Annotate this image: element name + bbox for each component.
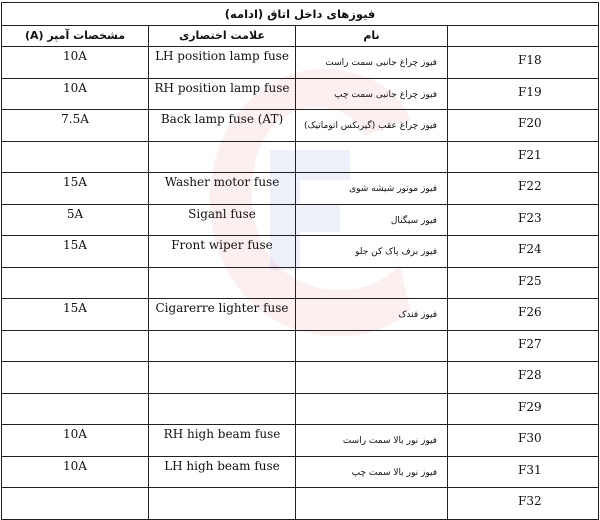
fuse-name-cell: فیوز نور بالا سمت راست [296, 425, 448, 457]
table-title: فیوزهای داخل اتاق (ادامه) [2, 3, 599, 26]
fuse-amp-cell: 7.5A [2, 110, 149, 142]
fuse-table [1, 2, 599, 520]
table-row [2, 204, 599, 236]
fuse-code-cell: F32 [448, 488, 599, 520]
fuse-abbreviation-cell: Washer motor fuse [149, 173, 296, 205]
table-row [2, 267, 599, 299]
table-row [2, 299, 599, 331]
fuse-code-cell: F28 [448, 362, 599, 394]
header-code [448, 26, 599, 47]
fuse-code-cell: F30 [448, 425, 599, 457]
fuse-amp-cell: 10A [2, 456, 149, 488]
fuse-abbreviation-cell [149, 141, 296, 173]
fuse-abbreviation-cell: LH position lamp fuse [149, 47, 296, 79]
fuse-abbreviation-cell: Cigarerre lighter fuse [149, 299, 296, 331]
fuse-name-cell: فیوز نور بالا سمت چپ [296, 456, 448, 488]
table-row [2, 173, 599, 205]
fuse-abbreviation-cell [149, 488, 296, 520]
fuse-abbreviation-cell: Siganl fuse [149, 204, 296, 236]
table-row [2, 393, 599, 425]
table-row [2, 488, 599, 520]
fuse-name-cell [296, 141, 448, 173]
fuse-abbreviation-cell: LH high beam fuse [149, 456, 296, 488]
table-title-row [2, 3, 599, 26]
header-amp: مشخصات آمپر (A) [2, 26, 149, 47]
fuse-amp-cell: 5A [2, 204, 149, 236]
fuse-code-cell: F31 [448, 456, 599, 488]
fuse-amp-cell: 10A [2, 425, 149, 457]
fuse-amp-cell [2, 141, 149, 173]
fuse-code-cell: F24 [448, 236, 599, 268]
fuse-code-cell: F29 [448, 393, 599, 425]
fuse-abbreviation-cell: RH high beam fuse [149, 425, 296, 457]
fuse-amp-cell [2, 267, 149, 299]
fuse-code-cell: F27 [448, 330, 599, 362]
fuse-name-cell: فیوز چراغ جانبی سمت راست [296, 47, 448, 79]
table-row [2, 330, 599, 362]
fuse-amp-cell: 15A [2, 299, 149, 331]
fuse-amp-cell [2, 362, 149, 394]
fuse-name-cell [296, 362, 448, 394]
fuse-name-cell [296, 330, 448, 362]
fuse-amp-cell: 10A [2, 78, 149, 110]
fuse-name-cell: فیوز موتور شیشه شوی [296, 173, 448, 205]
fuse-abbreviation-cell: Front wiper fuse [149, 236, 296, 268]
fuse-code-cell: F25 [448, 267, 599, 299]
fuse-name-cell: فیوز سیگنال [296, 204, 448, 236]
table-row [2, 425, 599, 457]
fuse-code-cell: F20 [448, 110, 599, 142]
fuse-code-cell: F18 [448, 47, 599, 79]
header-abbreviation: علامت اختصاری [149, 26, 296, 47]
fuse-amp-cell: 15A [2, 173, 149, 205]
fuse-code-cell: F21 [448, 141, 599, 173]
fuse-amp-cell [2, 393, 149, 425]
fuse-name-cell: فیوز فندک [296, 299, 448, 331]
fuse-code-cell: F19 [448, 78, 599, 110]
table-row [2, 47, 599, 79]
table-row [2, 456, 599, 488]
fuse-name-cell [296, 488, 448, 520]
table-row [2, 362, 599, 394]
table-row [2, 78, 599, 110]
fuse-amp-cell: 10A [2, 47, 149, 79]
table-row [2, 141, 599, 173]
fuse-name-cell [296, 393, 448, 425]
table-row [2, 236, 599, 268]
fuse-code-cell: F23 [448, 204, 599, 236]
fuse-abbreviation-cell: Back lamp fuse (AT) [149, 110, 296, 142]
fuse-abbreviation-cell: RH position lamp fuse [149, 78, 296, 110]
fuse-amp-cell [2, 488, 149, 520]
table-row [2, 110, 599, 142]
fuse-code-cell: F22 [448, 173, 599, 205]
fuse-name-cell [296, 267, 448, 299]
fuse-abbreviation-cell [149, 393, 296, 425]
fuse-amp-cell: 15A [2, 236, 149, 268]
fuse-name-cell: فیوز چراغ عقب (گیربکس اتوماتیک) [296, 110, 448, 142]
fuse-abbreviation-cell [149, 362, 296, 394]
table-header-row [2, 26, 599, 47]
header-name: نام [296, 26, 448, 47]
fuse-abbreviation-cell [149, 267, 296, 299]
fuse-name-cell: فیوز چراغ جانبی سمت چپ [296, 78, 448, 110]
fuse-code-cell: F26 [448, 299, 599, 331]
fuse-amp-cell [2, 330, 149, 362]
fuse-abbreviation-cell [149, 330, 296, 362]
fuse-name-cell: فیوز برف پاک کن جلو [296, 236, 448, 268]
